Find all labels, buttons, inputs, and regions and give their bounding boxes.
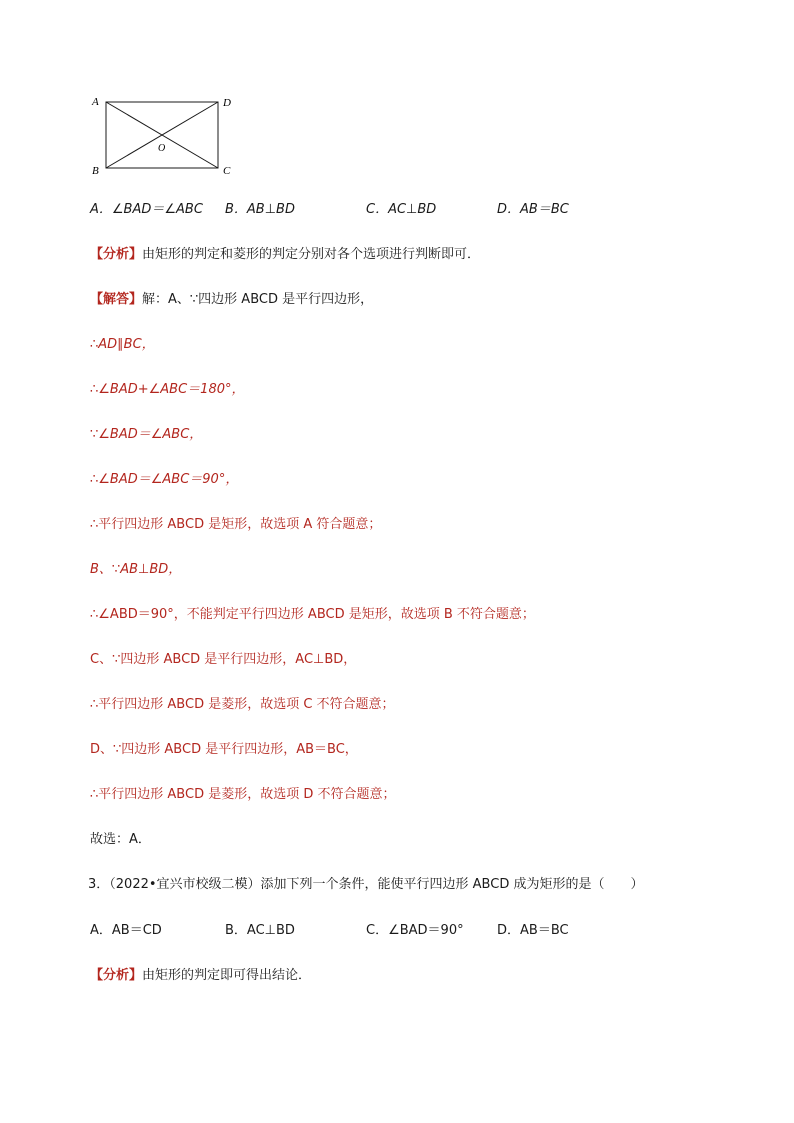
solution-line-3: ∴∠BAD+∠ABC＝180°， bbox=[90, 382, 245, 397]
analysis-2 bbox=[90, 967, 311, 985]
q2-option-d: D．AB＝BC bbox=[497, 202, 569, 217]
solution-line-8: ∴∠ABD＝90°，不能判定平行四边形 ABCD 是矩形，故选项 B 不符合题意； bbox=[90, 607, 535, 622]
analysis-2-text: 由矩形的判定即可得出结论． bbox=[142, 968, 312, 983]
solution-line-2: ∴AD∥BC， bbox=[90, 337, 155, 352]
solution-line-5: ∴∠BAD＝∠ABC＝90°， bbox=[90, 472, 239, 487]
solution-line-10: ∴平行四边形 ABCD 是菱形，故选项 C 不符合题意； bbox=[90, 697, 395, 712]
solution-line-1 bbox=[90, 291, 373, 309]
solution-final-answer: 故选：A． bbox=[90, 832, 151, 847]
center-label-o: O bbox=[158, 143, 166, 154]
solution-line-4: ∵∠BAD＝∠ABC， bbox=[90, 427, 203, 442]
solution-line-9: C、∵四边形 ABCD 是平行四边形，AC⊥BD， bbox=[90, 652, 357, 667]
rectangle-diagram bbox=[86, 90, 246, 182]
solution-line-6: ∴平行四边形 ABCD 是矩形，故选项 A 符合题意； bbox=[90, 517, 382, 532]
q2-option-c: C．AC⊥BD bbox=[366, 202, 437, 217]
q2-option-b: B．AB⊥BD bbox=[225, 202, 295, 217]
vertex-label-a: A bbox=[92, 96, 99, 108]
solution-line-7: B、∵AB⊥BD， bbox=[90, 562, 182, 577]
solution-line-12: ∴平行四边形 ABCD 是菱形，故选项 D 不符合题意； bbox=[90, 787, 396, 802]
vertex-label-d: D bbox=[223, 97, 231, 109]
solution-line-11: D、∵四边形 ABCD 是平行四边形，AB＝BC， bbox=[90, 742, 358, 757]
analysis-2-tag: 【分析】 bbox=[90, 968, 143, 983]
solution-line-13 bbox=[90, 831, 151, 849]
vertex-label-c: C bbox=[223, 165, 231, 177]
q3-option-b: B．AC⊥BD bbox=[225, 923, 295, 938]
q3-stem: 3．（2022•宜兴市校级二模）添加下列一个条件，能使平行四边形 ABCD 成为矩形的是（ ） bbox=[88, 877, 644, 892]
q3-option-a: A．AB＝CD bbox=[90, 923, 162, 938]
analysis-tag: 【分析】 bbox=[90, 247, 143, 262]
solution-text-1: 解：A、∵四边形 ABCD 是平行四边形， bbox=[142, 292, 374, 307]
analysis-1 bbox=[90, 246, 480, 264]
q3-option-d: D．AB＝BC bbox=[497, 923, 569, 938]
q2-option-a: A．∠BAD＝∠ABC bbox=[90, 202, 203, 217]
solution-tag: 【解答】 bbox=[90, 292, 143, 307]
analysis-text: 由矩形的判定和菱形的判定分别对各个选项进行判断即可． bbox=[142, 247, 481, 262]
q3-option-c: C．∠BAD＝90° bbox=[366, 923, 464, 938]
vertex-label-b: B bbox=[92, 165, 99, 177]
